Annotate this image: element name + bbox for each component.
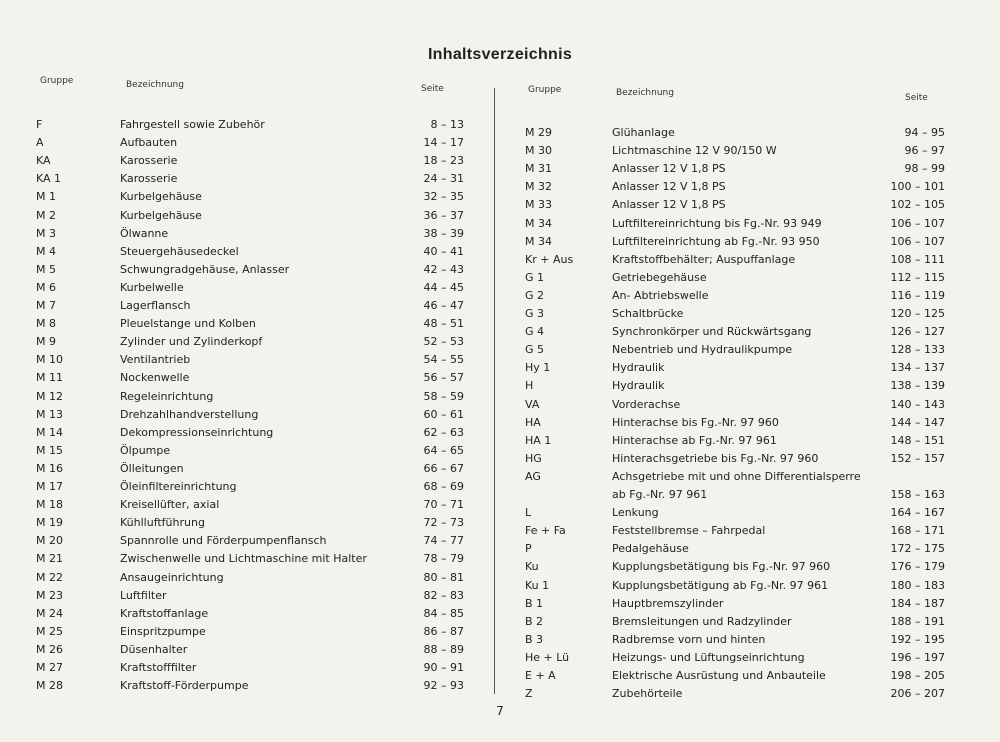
toc-gruppe: Ku <box>525 560 539 574</box>
toc-seite: 44 – 45 <box>423 280 464 294</box>
toc-seite: 176 – 179 <box>890 560 945 574</box>
toc-gruppe: M 32 <box>525 180 552 194</box>
right-header-gruppe: Gruppe <box>528 85 562 95</box>
toc-seite: 126 – 127 <box>890 325 945 339</box>
toc-seite: 180 – 183 <box>890 578 945 592</box>
toc-bezeichnung: Luftfiltereinrichtung bis Fg.-Nr. 93 949 <box>612 216 822 230</box>
toc-bezeichnung: Luftfiltereinrichtung ab Fg.-Nr. 93 950 <box>612 234 820 248</box>
toc-bezeichnung: Ölpumpe <box>120 443 171 457</box>
toc-bezeichnung: Elektrische Ausrüstung und Anbauteile <box>612 669 826 682</box>
toc-seite: 128 – 133 <box>890 343 945 357</box>
toc-bezeichnung: Aufbauten <box>120 136 178 150</box>
toc-seite: 24 – 31 <box>423 172 464 186</box>
toc-gruppe: M 34 <box>525 234 552 248</box>
toc-gruppe: M 34 <box>525 216 552 230</box>
left-header-seite: Seite <box>421 84 444 94</box>
toc-gruppe: M 16 <box>36 461 63 475</box>
toc-bezeichnung: Hinterachse bis Fg.-Nr. 97 960 <box>612 415 779 429</box>
toc-gruppe: M 33 <box>525 198 552 212</box>
toc-bezeichnung: Kupplungsbetätigung bis Fg.-Nr. 97 960 <box>612 560 831 574</box>
toc-seite: 92 – 93 <box>423 679 464 693</box>
toc-seite: 48 – 51 <box>423 317 464 331</box>
toc-gruppe: B 3 <box>525 632 544 646</box>
toc-seite: 206 – 207 <box>890 687 945 701</box>
toc-gruppe: M 12 <box>36 389 63 403</box>
toc-gruppe: E + A <box>525 669 556 682</box>
toc-bezeichnung: Zubehörteile <box>612 687 683 701</box>
toc-gruppe: M 7 <box>36 299 56 312</box>
toc-gruppe: M 5 <box>36 262 56 276</box>
toc-bezeichnung: Hauptbremszylinder <box>612 596 724 610</box>
toc-bezeichnung: Kraftstoff-Förderpumpe <box>120 679 249 693</box>
toc-bezeichnung: Kurbelgehäuse <box>120 190 202 204</box>
toc-bezeichnung: Glühanlage <box>612 126 675 139</box>
toc-seite: 72 – 73 <box>423 516 464 530</box>
toc-gruppe: G 1 <box>525 270 545 284</box>
toc-gruppe: Z <box>525 687 533 701</box>
toc-seite: 66 – 67 <box>423 461 464 475</box>
toc-gruppe: B 1 <box>525 596 544 610</box>
toc-bezeichnung: Nebentrieb und Hydraulikpumpe <box>612 343 793 357</box>
toc-seite: 32 – 35 <box>423 190 464 204</box>
toc-bezeichnung: Luftfilter <box>120 588 167 602</box>
column-divider <box>494 88 495 694</box>
toc-seite: 18 – 23 <box>423 154 464 168</box>
toc-bezeichnung: Spannrolle und Förderpumpenflansch <box>120 534 327 548</box>
toc-gruppe: M 24 <box>36 606 63 620</box>
toc-gruppe: M 9 <box>36 335 56 349</box>
toc-seite: 80 – 81 <box>423 570 464 584</box>
toc-bezeichnung: Ölleitungen <box>120 461 184 475</box>
toc-seite: 74 – 77 <box>423 534 464 548</box>
toc-gruppe: He + Lü <box>525 650 570 664</box>
toc-gruppe: M 26 <box>36 642 63 656</box>
toc-seite: 56 – 57 <box>423 371 464 385</box>
toc-seite: 144 – 147 <box>890 415 945 429</box>
toc-gruppe: HA <box>525 415 541 429</box>
toc-bezeichnung: Heizungs- und Lüftungseinrichtung <box>612 650 805 664</box>
toc-bezeichnung: Kraftstofffilter <box>120 661 197 674</box>
toc-bezeichnung: Anlasser 12 V 1,8 PS <box>612 162 726 176</box>
toc-bezeichnung: Vorderachse <box>612 397 681 411</box>
toc-gruppe: M 17 <box>36 480 63 493</box>
toc-bezeichnung: Kühlluftführung <box>120 516 205 530</box>
toc-bezeichnung: Ventilantrieb <box>120 353 191 367</box>
toc-bezeichnung: Lenkung <box>612 506 659 520</box>
toc-bezeichnung: Kraftstoffanlage <box>120 606 209 620</box>
right-header-seite: Seite <box>905 93 928 103</box>
toc-seite: 168 – 171 <box>890 524 945 538</box>
toc-gruppe: AG <box>525 469 541 483</box>
toc-gruppe: A <box>36 136 44 150</box>
toc-seite: 36 – 37 <box>423 208 464 222</box>
toc-seite: 102 – 105 <box>890 198 945 212</box>
toc-bezeichnung: Kupplungsbetätigung ab Fg.-Nr. 97 961 <box>612 578 829 592</box>
toc-bezeichnung: Achsgetriebe mit und ohne Differentialsperre <box>612 469 861 483</box>
toc-seite: 148 – 151 <box>890 433 945 447</box>
toc-seite: 84 – 85 <box>423 606 464 620</box>
toc-gruppe: G 5 <box>525 343 545 357</box>
toc-seite: 94 – 95 <box>904 126 945 139</box>
toc-gruppe: VA <box>525 397 540 411</box>
toc-seite: 192 – 195 <box>890 632 945 646</box>
toc-gruppe: Hy 1 <box>525 361 551 375</box>
toc-seite: 40 – 41 <box>423 244 464 258</box>
toc-seite: 46 – 47 <box>423 299 464 312</box>
toc-bezeichnung: Kurbelgehäuse <box>120 208 202 222</box>
toc-gruppe: M 8 <box>36 317 56 331</box>
toc-bezeichnung: Kreisellüfter, axial <box>120 498 220 512</box>
toc-seite: 172 – 175 <box>890 542 945 556</box>
toc-bezeichnung: Feststellbremse – Fahrpedal <box>612 524 766 538</box>
toc-seite: 90 – 91 <box>423 661 464 674</box>
left-header-gruppe: Gruppe <box>40 76 74 86</box>
toc-bezeichnung: Schwungradgehäuse, Anlasser <box>120 262 290 276</box>
right-header-bezeichnung: Bezeichnung <box>616 88 674 98</box>
toc-seite: 78 – 79 <box>423 552 464 566</box>
toc-gruppe: M 3 <box>36 226 56 240</box>
toc-seite: 158 – 163 <box>890 488 945 501</box>
toc-seite: 116 – 119 <box>890 288 945 302</box>
toc-bezeichnung: Hinterachsgetriebe bis Fg.-Nr. 97 960 <box>612 451 819 465</box>
toc-gruppe: L <box>525 506 532 520</box>
toc-gruppe: HG <box>525 451 542 465</box>
toc-bezeichnung: Kurbelwelle <box>120 280 184 294</box>
toc-bezeichnung: Dekompressionseinrichtung <box>120 425 274 439</box>
toc-bezeichnung: Düsenhalter <box>120 642 188 656</box>
toc-seite: 38 – 39 <box>423 226 464 240</box>
toc-seite: 108 – 111 <box>890 252 945 266</box>
page-title: Inhaltsverzeichnis <box>427 46 573 63</box>
toc-seite: 106 – 107 <box>890 216 945 230</box>
toc-bezeichnung: Getriebegehäuse <box>612 270 707 284</box>
toc-bezeichnung: Ölwanne <box>120 226 169 240</box>
toc-seite: 198 – 205 <box>890 669 945 682</box>
toc-gruppe: M 29 <box>525 126 552 139</box>
toc-gruppe: M 19 <box>36 516 63 530</box>
toc-bezeichnung: Hinterachse ab Fg.-Nr. 97 961 <box>612 433 777 447</box>
toc-gruppe: M 14 <box>36 425 63 439</box>
toc-bezeichnung: Pedalgehäuse <box>612 542 689 556</box>
toc-seite: 68 – 69 <box>423 480 464 493</box>
toc-bezeichnung: Einspritzpumpe <box>120 624 206 638</box>
toc-gruppe: F <box>36 118 43 131</box>
toc-bezeichnung: Bremsleitungen und Radzylinder <box>612 614 792 628</box>
toc-gruppe: Kr + Aus <box>525 252 574 266</box>
toc-seite: 8 – 13 <box>430 118 464 131</box>
toc-bezeichnung: Synchronkörper und Rückwärtsgang <box>612 325 812 339</box>
toc-gruppe: M 23 <box>36 588 63 602</box>
toc-seite: 70 – 71 <box>423 498 464 512</box>
toc-seite: 184 – 187 <box>890 596 945 610</box>
toc-seite: 134 – 137 <box>890 361 945 375</box>
toc-bezeichnung: ab Fg.-Nr. 97 961 <box>612 488 708 501</box>
toc-bezeichnung: Hydraulik <box>612 361 665 375</box>
toc-gruppe: M 21 <box>36 552 63 566</box>
toc-bezeichnung: Ansaugeinrichtung <box>120 570 224 584</box>
toc-gruppe: G 2 <box>525 288 545 302</box>
toc-seite: 120 – 125 <box>890 307 945 320</box>
toc-seite: 98 – 99 <box>904 162 945 176</box>
toc-gruppe: M 30 <box>525 144 552 158</box>
toc-gruppe: M 1 <box>36 190 56 204</box>
toc-gruppe: M 27 <box>36 661 63 674</box>
toc-bezeichnung: Karosserie <box>120 172 178 186</box>
toc-seite: 88 – 89 <box>423 642 464 656</box>
toc-seite: 196 – 197 <box>890 650 945 664</box>
toc-seite: 42 – 43 <box>423 262 464 276</box>
toc-seite: 164 – 167 <box>890 506 945 520</box>
toc-seite: 64 – 65 <box>423 443 464 457</box>
toc-gruppe: M 4 <box>36 244 56 258</box>
toc-gruppe: M 11 <box>36 371 63 385</box>
toc-bezeichnung: Öleinfiltereinrichtung <box>120 480 237 493</box>
toc-gruppe: KA 1 <box>36 172 62 186</box>
toc-gruppe: HA 1 <box>525 433 552 447</box>
toc-bezeichnung: Kraftstoffbehälter; Auspuffanlage <box>612 252 796 266</box>
toc-gruppe: M 6 <box>36 280 56 294</box>
toc-bezeichnung: Schaltbrücke <box>612 307 684 320</box>
toc-bezeichnung: Anlasser 12 V 1,8 PS <box>612 180 726 194</box>
toc-gruppe: G 4 <box>525 325 545 339</box>
toc-bezeichnung: Radbremse vorn und hinten <box>612 632 766 646</box>
toc-seite: 14 – 17 <box>423 136 464 150</box>
toc-gruppe: Fe + Fa <box>525 524 566 538</box>
toc-gruppe: H <box>525 379 534 393</box>
toc-gruppe: M 28 <box>36 679 63 693</box>
toc-bezeichnung: Drehzahlhandverstellung <box>120 407 259 421</box>
toc-bezeichnung: Pleuelstange und Kolben <box>120 317 256 331</box>
toc-bezeichnung: Zylinder und Zylinderkopf <box>120 335 263 349</box>
toc-bezeichnung: Lichtmaschine 12 V 90/150 W <box>612 144 777 158</box>
toc-seite: 82 – 83 <box>423 588 464 602</box>
toc-bezeichnung: Nockenwelle <box>120 371 190 385</box>
toc-bezeichnung: Steuergehäusedeckel <box>120 244 239 258</box>
toc-gruppe: B 2 <box>525 614 544 628</box>
toc-seite: 188 – 191 <box>890 614 945 628</box>
toc-seite: 52 – 53 <box>423 335 464 349</box>
toc-gruppe: M 18 <box>36 498 63 512</box>
toc-seite: 100 – 101 <box>890 180 945 194</box>
toc-gruppe: KA <box>36 154 51 168</box>
toc-bezeichnung: Karosserie <box>120 154 178 168</box>
toc-gruppe: M 10 <box>36 353 63 367</box>
toc-seite: 60 – 61 <box>423 407 464 421</box>
toc-gruppe: M 31 <box>525 162 552 176</box>
left-header-bezeichnung: Bezeichnung <box>126 80 184 90</box>
toc-bezeichnung: Anlasser 12 V 1,8 PS <box>612 198 726 212</box>
toc-seite: 96 – 97 <box>904 144 945 158</box>
toc-bezeichnung: Lagerflansch <box>120 299 191 312</box>
toc-seite: 62 – 63 <box>423 425 464 439</box>
toc-gruppe: M 13 <box>36 407 63 421</box>
toc-gruppe: M 22 <box>36 570 63 584</box>
toc-bezeichnung: Regeleinrichtung <box>120 389 214 403</box>
toc-bezeichnung: Fahrgestell sowie Zubehör <box>120 118 265 131</box>
toc-gruppe: M 15 <box>36 443 63 457</box>
toc-gruppe: M 2 <box>36 208 56 222</box>
toc-seite: 152 – 157 <box>890 451 945 465</box>
toc-gruppe: M 20 <box>36 534 63 548</box>
toc-seite: 54 – 55 <box>423 353 464 367</box>
toc-bezeichnung: Hydraulik <box>612 379 665 393</box>
toc-gruppe: Ku 1 <box>525 578 550 592</box>
page-number: 7 <box>496 704 504 718</box>
toc-seite: 138 – 139 <box>890 379 945 393</box>
toc-seite: 106 – 107 <box>890 234 945 248</box>
toc-seite: 140 – 143 <box>890 397 945 411</box>
toc-seite: 58 – 59 <box>423 389 464 403</box>
toc-seite: 86 – 87 <box>423 624 464 638</box>
toc-gruppe: M 25 <box>36 624 63 638</box>
toc-bezeichnung: An- Abtriebswelle <box>612 288 709 302</box>
toc-gruppe: G 3 <box>525 307 545 320</box>
toc-bezeichnung: Zwischenwelle und Lichtmaschine mit Halter <box>120 552 367 566</box>
toc-gruppe: P <box>525 542 532 556</box>
toc-seite: 112 – 115 <box>890 270 945 284</box>
